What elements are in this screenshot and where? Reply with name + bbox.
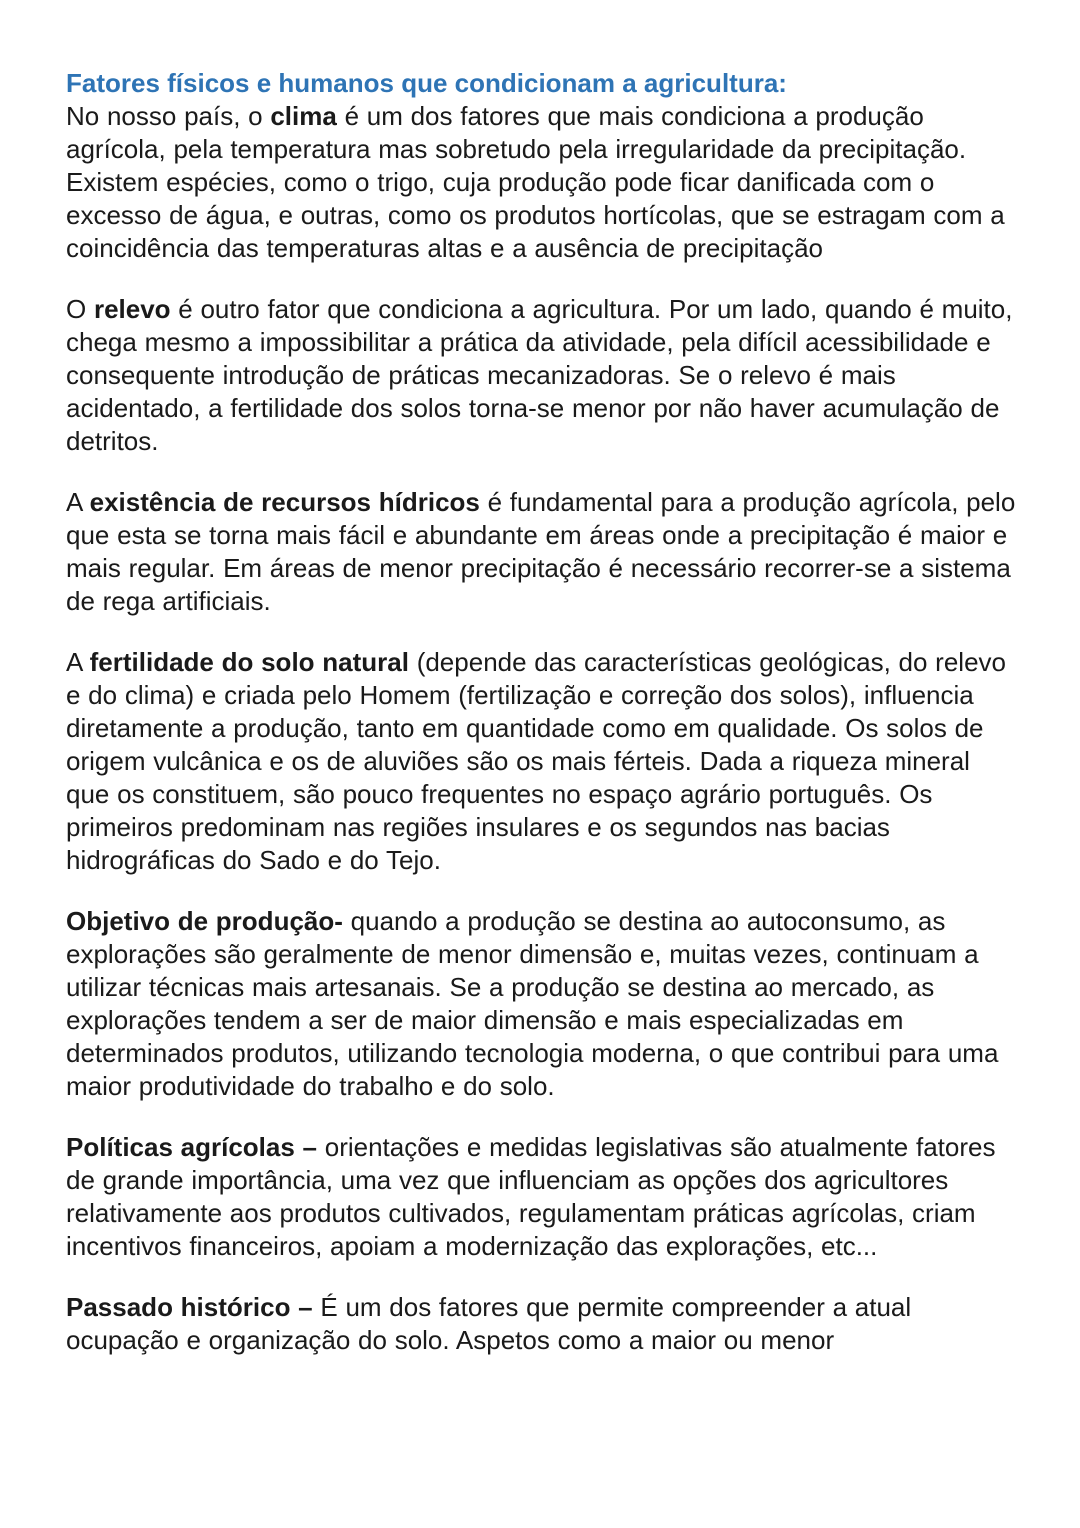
bold-text-run: clima bbox=[270, 101, 337, 131]
bold-text-run: Políticas agrícolas – bbox=[66, 1132, 318, 1162]
text-run: A bbox=[66, 647, 90, 677]
text-run: é outro fator que condiciona a agricultura. Por um lado, quando é muito, chega mesmo a impossibilitar a prática da atividade, pela difícil acessibilidade e consequente introdução de práticas mecanizadoras. Se o relevo é mais acidentado, a fertilidade dos solos torna-se menor por não haver acumulação de detritos. bbox=[66, 294, 1013, 456]
paragraph bbox=[66, 100, 1018, 265]
text-run: (depende das características geológicas, do relevo e do clima) e criada pelo Homem (fertilização e correção dos solos), influencia diretamente a produção, tanto em quantidade como em qualidade. Os solos de origem vulcânica e os de aluviões são os mais férteis. Dada a riqueza mineral que os constituem, são pouco frequentes no espaço agrário português. Os primeiros predominam nas regiões insulares e os segundos nas bacias hidrográficas do Sado e do Tejo. bbox=[66, 647, 1006, 875]
bold-text-run: Objetivo de produção- bbox=[66, 906, 343, 936]
document-heading: Fatores físicos e humanos que condicionam a agricultura: bbox=[66, 68, 787, 98]
bold-text-run: fertilidade do solo natural bbox=[89, 647, 409, 677]
paragraph bbox=[66, 486, 1018, 618]
paragraph bbox=[66, 293, 1018, 458]
bold-text-run: relevo bbox=[93, 294, 171, 324]
text-run: No nosso país, o bbox=[66, 101, 271, 131]
text-run: é um dos fatores que mais condiciona a produção agrícola, pela temperatura mas sobretudo pela irregularidade da precipitação. Existem espécies, como o trigo, cuja produção pode ficar danificada com o excesso de água, e outras, como os produtos hortícolas, que se estragam com a coincidência das temperaturas altas e a ausência de precipitação bbox=[66, 101, 1005, 263]
bold-text-run: Passado histórico – bbox=[66, 1292, 313, 1322]
text-run: É um dos fatores que permite compreender a atual ocupação e organização do solo. Aspetos como a maior ou menor bbox=[66, 1292, 912, 1355]
paragraph bbox=[66, 905, 1018, 1103]
paragraph bbox=[66, 1291, 1018, 1357]
paragraph bbox=[66, 1131, 1018, 1263]
document-body bbox=[66, 100, 1020, 1357]
text-run: é fundamental para a produção agrícola, pelo que esta se torna mais fácil e abundante em áreas onde a precipitação é maior e mais regular. Em áreas de menor precipitação é necessário recorrer-se a sistema de rega artificiais. bbox=[66, 487, 1016, 616]
text-run: quando a produção se destina ao autoconsumo, as explorações são geralmente de menor dimensão e, muitas vezes, continuam a utilizar técnicas mais artesanais. Se a produção se destina ao mercado, as explorações tendem a ser de maior dimensão e mais especializadas em determinados produtos, utilizando tecnologia moderna, o que contribui para uma maior produtividade do trabalho e do solo. bbox=[66, 906, 999, 1101]
text-run: A bbox=[66, 487, 90, 517]
text-run: orientações e medidas legislativas são atualmente fatores de grande importância, uma vez que influenciam as opções dos agricultores relativamente aos produtos cultivados, regulamentam práticas agrícolas, criam incentivos financeiros, apoiam a modernização das explorações, etc... bbox=[66, 1132, 996, 1261]
bold-text-run: existência de recursos hídricos bbox=[89, 487, 480, 517]
text-run: O bbox=[66, 294, 94, 324]
paragraph bbox=[66, 646, 1018, 877]
